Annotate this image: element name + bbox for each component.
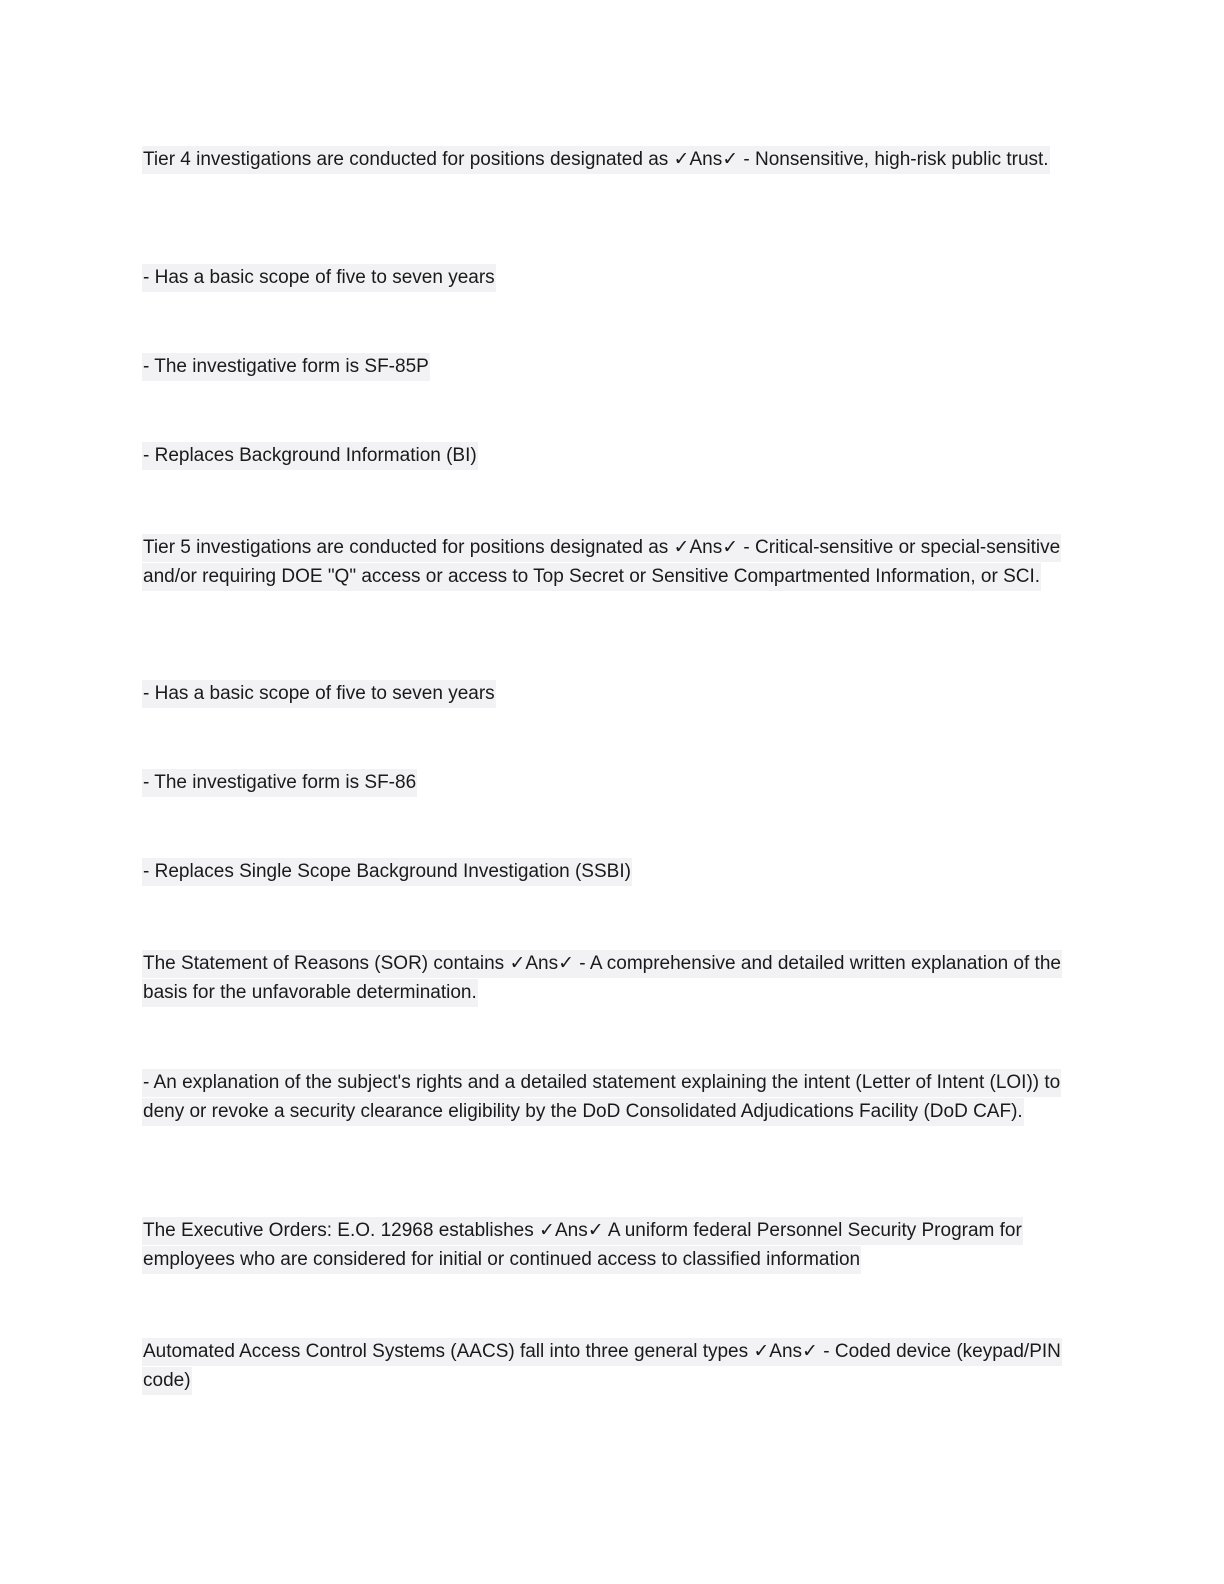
qa-paragraph-sor <box>142 949 1067 1007</box>
qa-paragraph-tier5 <box>142 533 1067 591</box>
paragraph-text: Tier 5 investigations are conducted for positions designated as ✓Ans✓ - Critical-sensitive or special-sensitive and/or requiring DOE "Q" access or access to Top Secret or Sensitive Compartmented Information, or SCI. <box>142 534 1061 591</box>
list-item-explanation <box>142 1068 1067 1126</box>
qa-paragraph-tier4 <box>142 145 1067 174</box>
list-item-form <box>142 768 1067 797</box>
paragraph-text: The Executive Orders: E.O. 12968 establishes ✓Ans✓ A uniform federal Personnel Security Program for employees who are considered for initial or continued access to classified information <box>142 1217 1023 1274</box>
list-item-replaces <box>142 441 1067 470</box>
paragraph-text: - An explanation of the subject's rights and a detailed statement explaining the intent (Letter of Intent (LOI)) to deny or revoke a security clearance eligibility by the DoD Consolidated Adjudications Facility (DoD CAF). <box>142 1069 1061 1126</box>
list-item-scope <box>142 679 1067 708</box>
paragraph-text: The Statement of Reasons (SOR) contains ✓Ans✓ - A comprehensive and detailed written explanation of the basis for the unfavorable determination. <box>142 950 1062 1007</box>
paragraph-text: - Replaces Single Scope Background Investigation (SSBI) <box>142 858 632 886</box>
qa-paragraph-aacs <box>142 1337 1067 1395</box>
paragraph-text: - Has a basic scope of five to seven years <box>142 264 496 292</box>
paragraph-text: - Replaces Background Information (BI) <box>142 442 478 470</box>
paragraph-text: - The investigative form is SF-86 <box>142 769 417 797</box>
list-item-form <box>142 352 1067 381</box>
paragraph-text: - Has a basic scope of five to seven years <box>142 680 496 708</box>
paragraph-text: - The investigative form is SF-85P <box>142 353 430 381</box>
list-item-scope <box>142 263 1067 292</box>
paragraph-text: Tier 4 investigations are conducted for positions designated as ✓Ans✓ - Nonsensitive, high-risk public trust. <box>142 146 1050 174</box>
paragraph-text: Automated Access Control Systems (AACS) fall into three general types ✓Ans✓ - Coded device (keypad/PIN code) <box>142 1338 1062 1395</box>
qa-paragraph-eo <box>142 1216 1067 1274</box>
list-item-replaces <box>142 857 1067 886</box>
